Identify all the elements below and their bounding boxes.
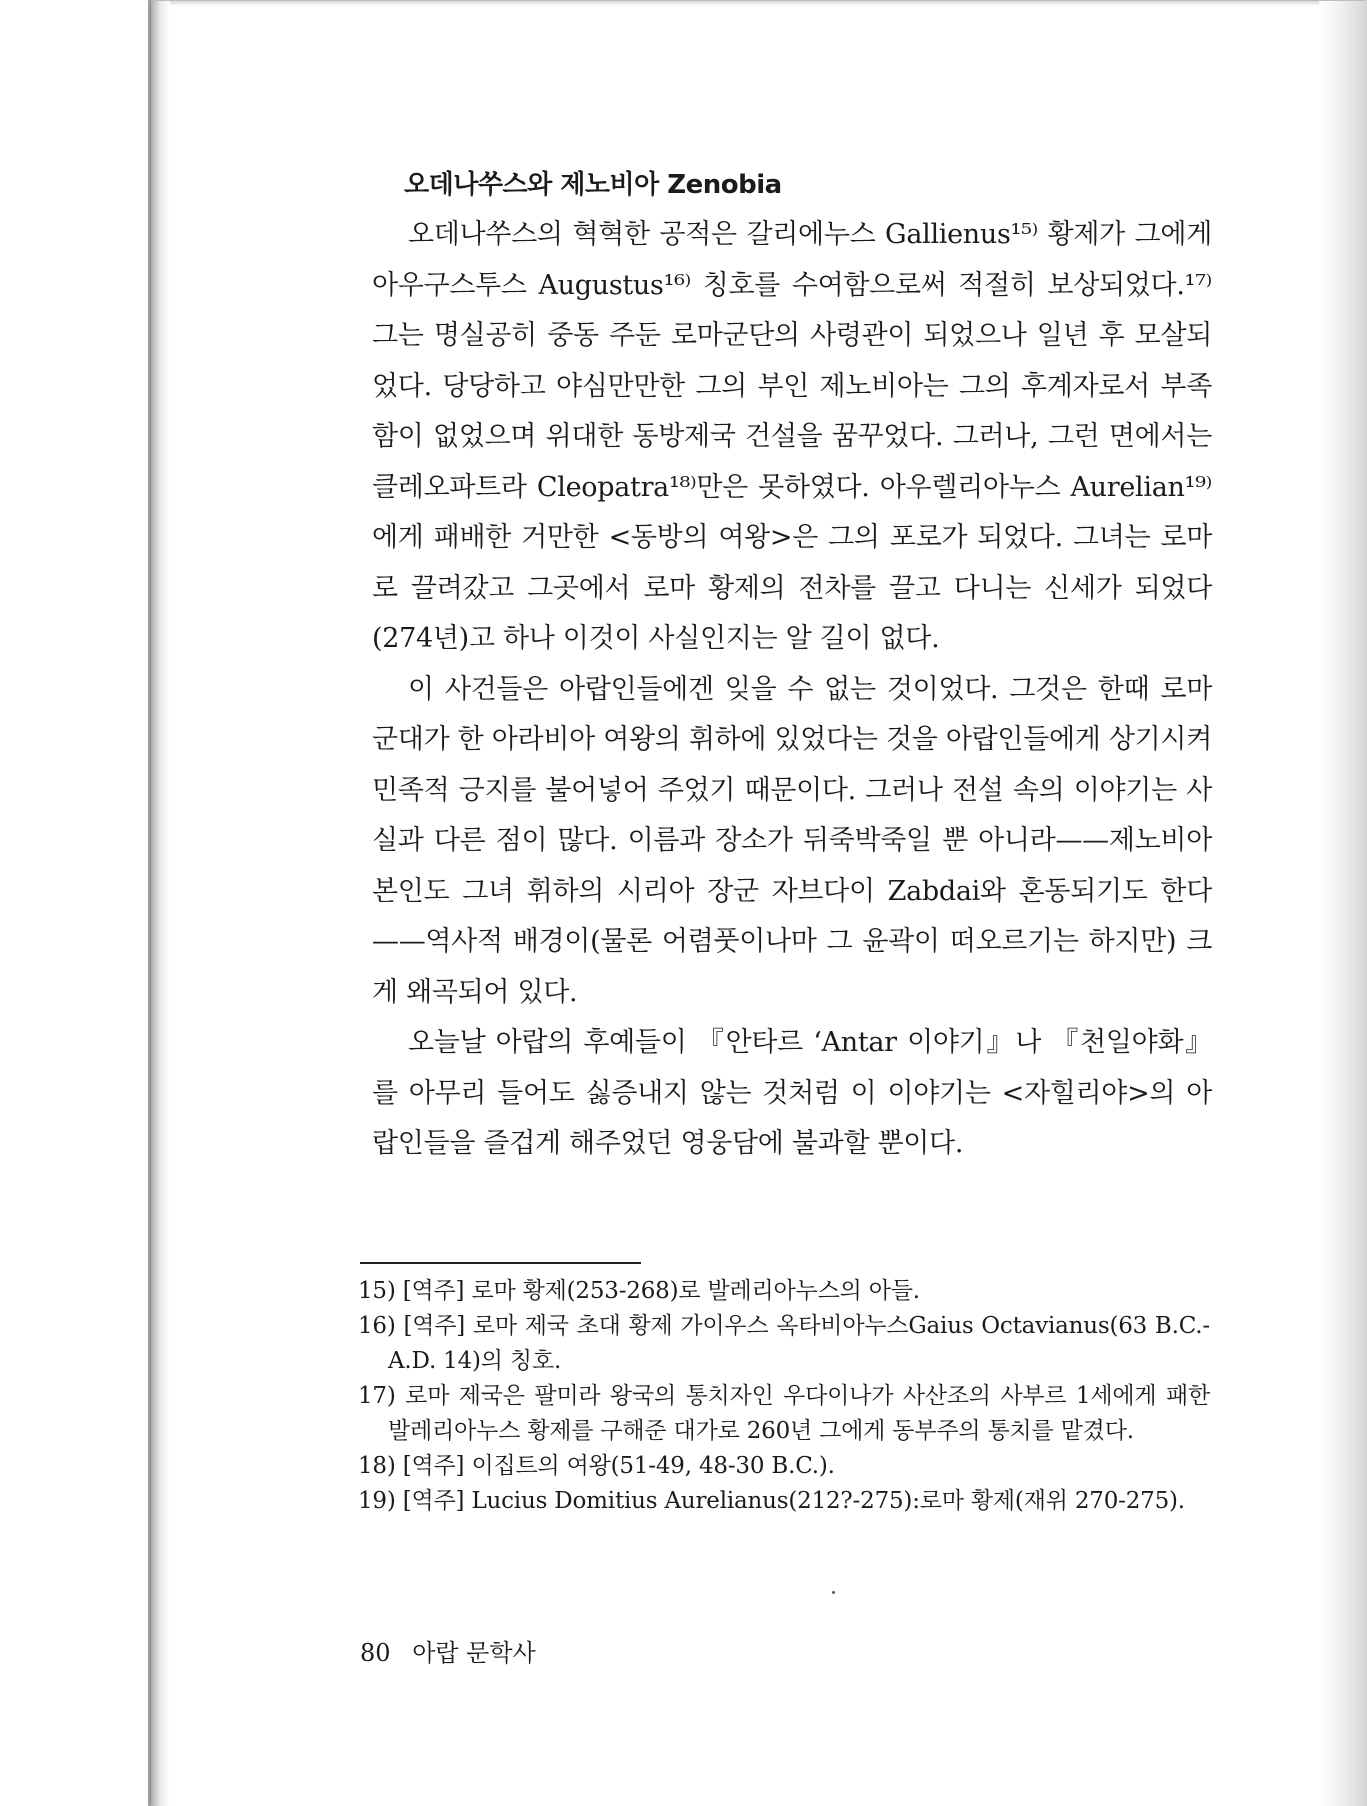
page-number: 80 (360, 1639, 391, 1667)
section-title: 오데나쑤스와 제노비아 Zenobia (404, 170, 782, 200)
running-title: 아랍 문학사 (412, 1639, 536, 1667)
paragraph-3: 오늘날 아랍의 후예들이 『안타르 ‘Antar 이야기』나 『천일야화』를 아무리 들어도 싫증내지 않는 것처럼 이 이야기는 <자힐리야>의 아랍인들을 즐겁게 해주었던 영웅담에 불과할 뿐이다. (372, 1027, 1212, 1159)
paragraph-2: 이 사건들은 아랍인들에겐 잊을 수 없는 것이었다. 그것은 한때 로마 군대가 한 아라비아 여왕의 휘하에 있었다는 것을 아랍인들에게 상기시켜 민족적 긍지를 불어넣어 주었기 때문이다. 그러나 전설 속의 이야기는 사실과 다른 점이 많다. 이름과 장소가 뒤죽박죽일 뿐 아니라——제노비아 본인도 그녀 휘하의 시리아 장군 자브다이 Zabdai와 혼동되기도 한다——역사적 배경이(물론 어렴풋이나마 그 윤곽이 떠오르기는 하지만) 크게 왜곡되어 있다. (372, 673, 1212, 1008)
footnote-18: 18) [역주] 이집트의 여왕(51-49, 48-30 B.C.). (358, 1453, 835, 1479)
footnote-19: 19) [역주] Lucius Domitius Aurelianus(212?-275):로마 황제(재위 270-275). (358, 1488, 1185, 1514)
footnote-16: 16) [역주] 로마 제국 초대 황제 가이우스 옥타비아누스Gaius Octavianus(63 B.C.-A.D. 14)의 칭호. (358, 1313, 1210, 1374)
footnote-15: 15) [역주] 로마 황제(253-268)로 발레리아누스의 아들. (358, 1278, 920, 1304)
footnote-divider (360, 1262, 641, 1264)
footnote-17: 17) 로마 제국은 팔미라 왕국의 통치자인 우다이나가 사산조의 사부르 1세에게 패한 발레리아누스 황제를 구해준 대가로 260년 그에게 동부주의 통치를 맡겼다. (358, 1383, 1210, 1444)
footnotes (358, 1274, 1210, 1519)
page-footer (360, 1633, 550, 1668)
main-text-block (372, 160, 1212, 1170)
print-speck (832, 1591, 835, 1594)
paragraph-1: 오데나쑤스의 혁혁한 공적은 갈리에누스 Gallienus¹⁵⁾ 황제가 그에게 아우구스투스 Augustus¹⁶⁾ 칭호를 수여함으로써 적절히 보상되었다.¹⁷⁾ 그는 명실공히 중동 주둔 로마군단의 사령관이 되었으나 일년 후 모살되었다. 당당하고 야심만만한 그의 부인 제노비아는 그의 후계자로서 부족함이 없었으며 위대한 동방제국 건설을 꿈꾸었다. 그러나, 그런 면에서는 클레오파트라 Cleopatra¹⁸⁾만은 못하였다. 아우렐리아누스 Aurelian¹⁹⁾에게 패배한 거만한 <동방의 여왕>은 그의 포로가 되었다. 그녀는 로마로 끌려갔고 그곳에서 로마 황제의 전차를 끌고 다니는 신세가 되었다(274년)고 하나 이것이 사실인지는 알 길이 없다. (372, 219, 1212, 654)
